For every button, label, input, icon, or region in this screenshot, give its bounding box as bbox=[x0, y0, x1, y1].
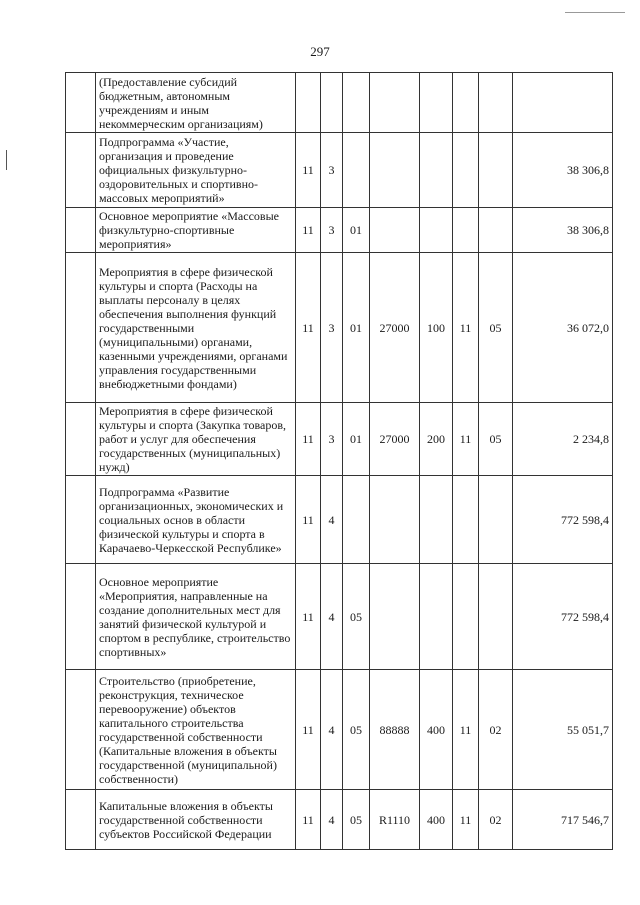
row-code-c7 bbox=[479, 73, 513, 133]
row-amount: 772 598,4 bbox=[513, 564, 613, 670]
row-code-c2: 4 bbox=[321, 790, 343, 850]
row-code-c5 bbox=[420, 208, 453, 253]
row-code-c1: 11 bbox=[296, 790, 321, 850]
table-row bbox=[66, 133, 613, 208]
row-name: Строительство (приобретение, реконструкция, техническое перевооружение) объектов капитального строительства государственной собственности (Капитальные вложения в объекты государственной (муниципальной) собственности) bbox=[96, 670, 296, 790]
row-name: (Предоставление субсидий бюджетным, автономным учреждениям и иным некоммерческим организациям) bbox=[96, 73, 296, 133]
row-amount: 717 546,7 bbox=[513, 790, 613, 850]
row-amount: 55 051,7 bbox=[513, 670, 613, 790]
row-code-c4 bbox=[370, 73, 420, 133]
row-code-c5 bbox=[420, 564, 453, 670]
table-row bbox=[66, 208, 613, 253]
table-row bbox=[66, 73, 613, 133]
row-code-c2: 4 bbox=[321, 476, 343, 564]
row-code-c3 bbox=[343, 133, 370, 208]
row-code-c7: 05 bbox=[479, 253, 513, 403]
row-code-c6 bbox=[453, 73, 479, 133]
row-code-c2: 4 bbox=[321, 564, 343, 670]
row-index-cell bbox=[66, 670, 96, 790]
row-code-c4: 27000 bbox=[370, 403, 420, 476]
row-code-c5 bbox=[420, 476, 453, 564]
row-index-cell bbox=[66, 476, 96, 564]
row-code-c7: 05 bbox=[479, 403, 513, 476]
row-name: Мероприятия в сфере физической культуры и спорта (Закупка товаров, работ и услуг для обеспечения государственных (муниципальных) нужд) bbox=[96, 403, 296, 476]
row-code-c1: 11 bbox=[296, 208, 321, 253]
row-index-cell bbox=[66, 564, 96, 670]
row-amount: 2 234,8 bbox=[513, 403, 613, 476]
row-code-c5: 200 bbox=[420, 403, 453, 476]
row-code-c2: 3 bbox=[321, 133, 343, 208]
row-index-cell bbox=[66, 253, 96, 403]
row-code-c1: 11 bbox=[296, 476, 321, 564]
row-index-cell bbox=[66, 403, 96, 476]
row-amount: 36 072,0 bbox=[513, 253, 613, 403]
row-index-cell bbox=[66, 73, 96, 133]
row-amount: 772 598,4 bbox=[513, 476, 613, 564]
row-code-c6: 11 bbox=[453, 253, 479, 403]
row-code-c2 bbox=[321, 73, 343, 133]
row-code-c4 bbox=[370, 476, 420, 564]
row-code-c3 bbox=[343, 73, 370, 133]
row-code-c1 bbox=[296, 73, 321, 133]
row-code-c7 bbox=[479, 476, 513, 564]
row-name: Основное мероприятие «Массовые физкультурно-спортивные мероприятия» bbox=[96, 208, 296, 253]
row-code-c5 bbox=[420, 133, 453, 208]
row-amount: 38 306,8 bbox=[513, 208, 613, 253]
row-code-c5: 400 bbox=[420, 670, 453, 790]
row-name: Мероприятия в сфере физической культуры и спорта (Расходы на выплаты персоналу в целях обеспечения выполнения функций государственными (муниципальными) органами, казенными учреждениями, органами управления государственными внебюджетными фондами) bbox=[96, 253, 296, 403]
row-amount bbox=[513, 73, 613, 133]
row-index-cell bbox=[66, 208, 96, 253]
table-row bbox=[66, 670, 613, 790]
row-code-c1: 11 bbox=[296, 133, 321, 208]
row-code-c5 bbox=[420, 73, 453, 133]
row-code-c1: 11 bbox=[296, 670, 321, 790]
table-row bbox=[66, 564, 613, 670]
row-code-c6 bbox=[453, 476, 479, 564]
row-code-c3: 01 bbox=[343, 253, 370, 403]
row-amount: 38 306,8 bbox=[513, 133, 613, 208]
row-code-c1: 11 bbox=[296, 403, 321, 476]
row-code-c7 bbox=[479, 208, 513, 253]
row-code-c5: 100 bbox=[420, 253, 453, 403]
row-code-c7 bbox=[479, 564, 513, 670]
row-code-c6: 11 bbox=[453, 670, 479, 790]
row-code-c3: 01 bbox=[343, 403, 370, 476]
row-code-c6 bbox=[453, 564, 479, 670]
row-code-c7 bbox=[479, 133, 513, 208]
row-code-c7: 02 bbox=[479, 670, 513, 790]
row-code-c6 bbox=[453, 208, 479, 253]
table-row bbox=[66, 790, 613, 850]
row-code-c1: 11 bbox=[296, 564, 321, 670]
table-row bbox=[66, 253, 613, 403]
row-code-c5: 400 bbox=[420, 790, 453, 850]
row-code-c3: 05 bbox=[343, 790, 370, 850]
row-code-c4 bbox=[370, 133, 420, 208]
table-row bbox=[66, 403, 613, 476]
row-code-c4 bbox=[370, 208, 420, 253]
row-code-c6: 11 bbox=[453, 403, 479, 476]
row-code-c6 bbox=[453, 133, 479, 208]
row-code-c3: 05 bbox=[343, 564, 370, 670]
row-code-c2: 3 bbox=[321, 208, 343, 253]
row-code-c3 bbox=[343, 476, 370, 564]
row-code-c3: 05 bbox=[343, 670, 370, 790]
page-number: 297 bbox=[310, 44, 330, 59]
row-code-c3: 01 bbox=[343, 208, 370, 253]
row-code-c4 bbox=[370, 564, 420, 670]
row-code-c4: R1110 bbox=[370, 790, 420, 850]
row-code-c1: 11 bbox=[296, 253, 321, 403]
row-code-c7: 02 bbox=[479, 790, 513, 850]
row-code-c6: 11 bbox=[453, 790, 479, 850]
budget-table bbox=[65, 72, 613, 850]
row-code-c4: 27000 bbox=[370, 253, 420, 403]
row-name: Основное мероприятие «Мероприятия, направленные на создание дополнительных мест для занятий физической культурой и спортом в республике, строительство спортивных» bbox=[96, 564, 296, 670]
row-name: Капитальные вложения в объекты государственной собственности субъектов Российской Федерации bbox=[96, 790, 296, 850]
row-code-c2: 4 bbox=[321, 670, 343, 790]
scan-mark bbox=[6, 150, 7, 170]
table-row bbox=[66, 476, 613, 564]
scan-mark bbox=[565, 12, 625, 13]
row-index-cell bbox=[66, 790, 96, 850]
row-index-cell bbox=[66, 133, 96, 208]
row-code-c2: 3 bbox=[321, 403, 343, 476]
row-name: Подпрограмма «Развитие организационных, экономических и социальных основ в области физической культуры и спорта в Карачаево-Черкесской Республике» bbox=[96, 476, 296, 564]
row-code-c4: 88888 bbox=[370, 670, 420, 790]
row-name: Подпрограмма «Участие, организация и проведение официальных физкультурно-оздоровительных и спортивно-массовых мероприятий» bbox=[96, 133, 296, 208]
row-code-c2: 3 bbox=[321, 253, 343, 403]
